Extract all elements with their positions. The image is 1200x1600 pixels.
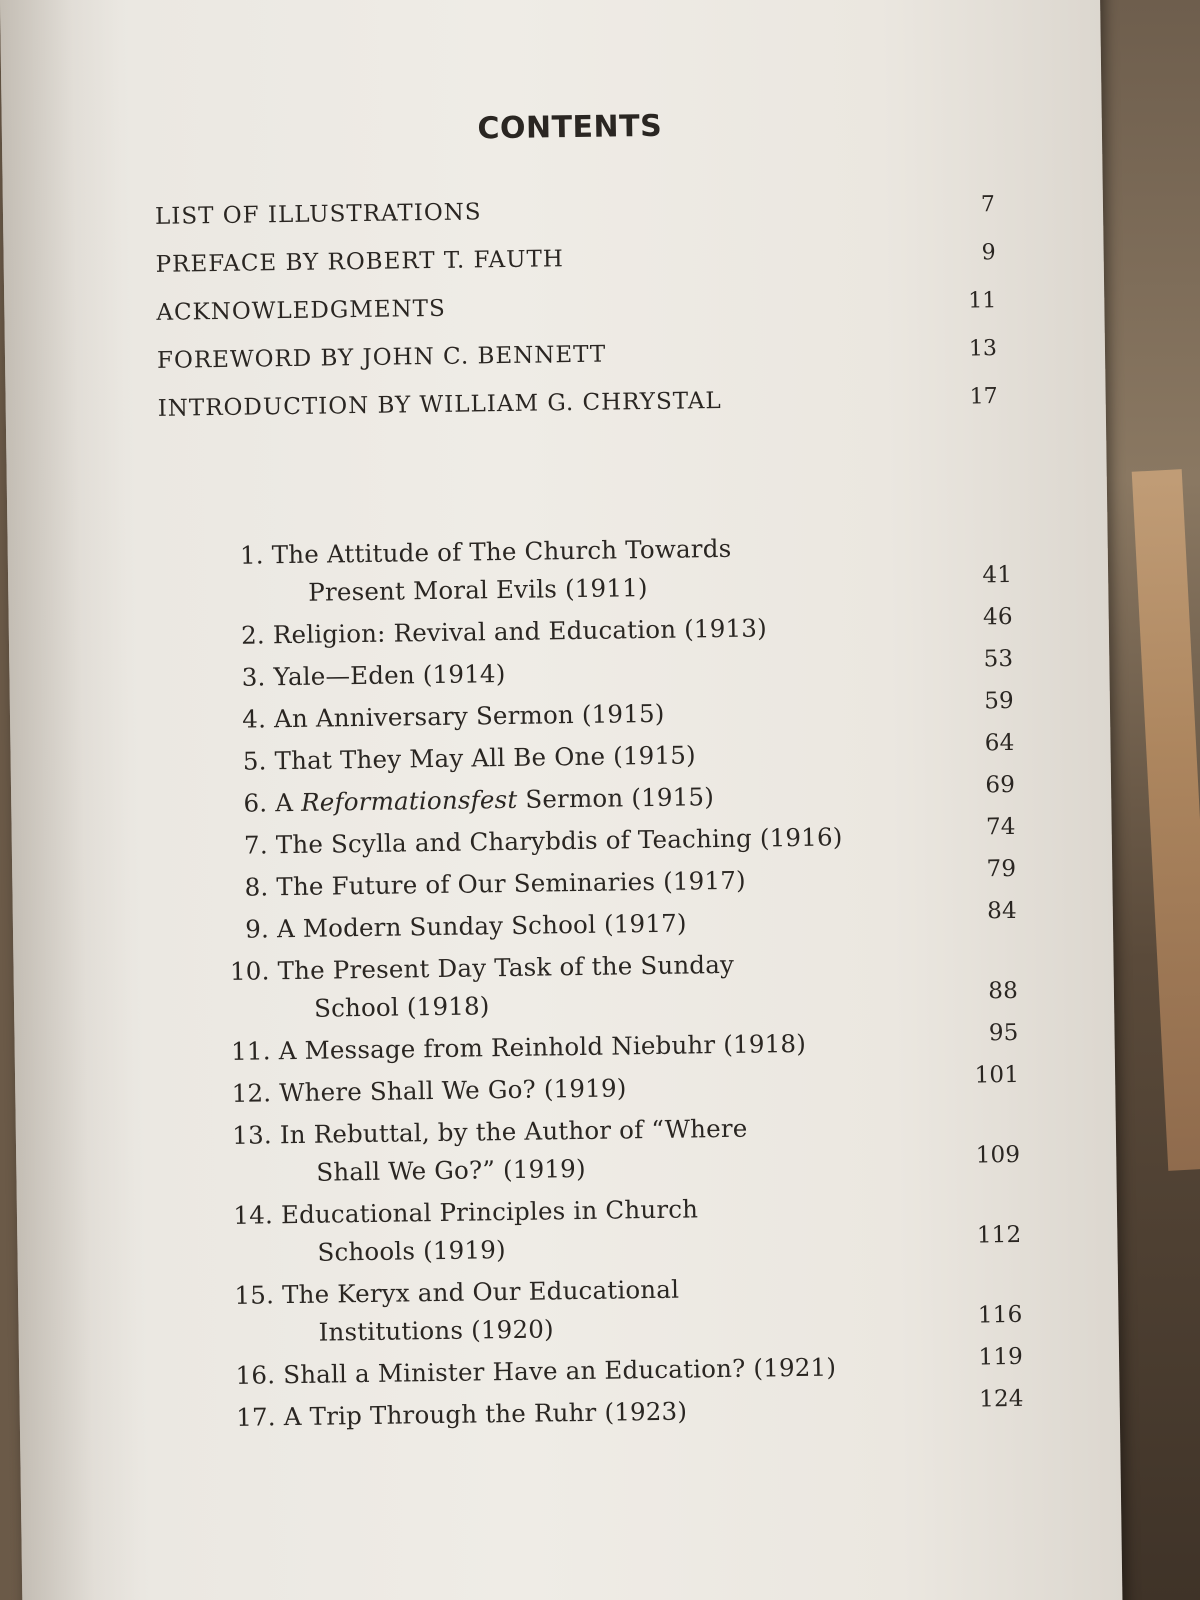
chapter-title xyxy=(276,817,916,864)
front-matter-title: PREFACE BY ROBERT T. FAUTH xyxy=(155,246,565,278)
chapter-entry xyxy=(213,603,1013,655)
chapter-entry xyxy=(217,897,1017,949)
chapter-title-line: Institutions (1920) xyxy=(318,1314,554,1347)
chapter-title xyxy=(280,1107,921,1192)
chapter-entry xyxy=(214,687,1015,739)
chapter-entry xyxy=(221,1186,1022,1273)
chapter-title xyxy=(281,1187,922,1272)
title-text: Sermon (1915) xyxy=(517,782,715,814)
chapter-title-line: The Keryx and Our Educational xyxy=(281,1274,680,1310)
page-number: 88 xyxy=(988,977,1019,1005)
chapter-number: 13. xyxy=(232,1120,273,1150)
chapter-title xyxy=(279,1065,919,1112)
page-number: 46 xyxy=(982,603,1013,631)
page-number: 64 xyxy=(984,729,1015,757)
chapter-title-line: Shall a Minister Have an Education? (1921) xyxy=(283,1352,837,1390)
chapter-entry xyxy=(216,855,1017,907)
page-number: 119 xyxy=(978,1343,1024,1371)
chapter-title-line: That They May All Be One (1915) xyxy=(274,740,697,776)
page-number: 84 xyxy=(986,897,1017,925)
chapter-entry xyxy=(217,942,1018,1029)
chapter-entry xyxy=(212,526,1013,613)
front-matter-title: FOREWORD BY JOHN C. BENNETT xyxy=(156,341,607,374)
chapter-title-line: Where Shall We Go? (1919) xyxy=(279,1073,627,1108)
chapter-number: 16. xyxy=(235,1360,276,1390)
chapter-title-line: Educational Principles in Church xyxy=(280,1194,699,1230)
chapter-title-line: The Attitude of The Church Towards xyxy=(271,533,732,570)
chapter-title xyxy=(275,775,915,822)
chapter-title-line: Schools (1919) xyxy=(317,1235,506,1267)
chapter-title xyxy=(272,527,913,612)
page-number: 17 xyxy=(969,384,998,410)
chapter-title-line: The Present Day Task of the Sunday xyxy=(277,949,735,986)
chapter-title xyxy=(282,1267,923,1352)
chapter-entry xyxy=(223,1343,1024,1395)
chapter-title xyxy=(274,733,914,780)
chapter-title xyxy=(276,859,916,906)
chapter-number: 9. xyxy=(245,914,270,944)
chapter-title xyxy=(283,1347,923,1394)
chapter-number: 7. xyxy=(243,830,269,860)
chapter-number: 3. xyxy=(241,662,266,692)
front-matter-list xyxy=(155,192,998,444)
chapter-number: 5. xyxy=(242,746,267,776)
chapter-title-line: In Rebuttal, by the Author of “Where xyxy=(279,1113,748,1150)
page-number: 79 xyxy=(986,855,1017,883)
page-number: 116 xyxy=(977,1301,1023,1329)
chapter-number: 8. xyxy=(244,872,269,902)
chapter-title xyxy=(284,1389,924,1436)
chapter-number: 17. xyxy=(236,1402,277,1432)
chapter-title xyxy=(278,1023,918,1070)
front-matter-title: ACKNOWLEDGMENTS xyxy=(156,295,446,326)
chapter-number: 1. xyxy=(239,540,264,570)
page-number: 124 xyxy=(978,1385,1024,1413)
page-number: 101 xyxy=(974,1061,1020,1089)
chapter-title-line: Present Moral Evils (1911) xyxy=(308,573,648,607)
chapter-title-line: The Scylla and Charybdis of Teaching (1916) xyxy=(275,822,843,860)
chapter-title-line xyxy=(275,775,915,822)
chapter-number: 2. xyxy=(240,620,266,650)
chapter-entry xyxy=(224,1385,1024,1437)
chapter-number: 15. xyxy=(234,1280,275,1310)
chapter-list xyxy=(212,526,1025,1441)
page-number: 69 xyxy=(985,771,1016,799)
chapter-title-line: Shall We Go?” (1919) xyxy=(316,1153,586,1187)
page-number: 11 xyxy=(968,288,997,314)
page-number: 74 xyxy=(985,813,1016,841)
page-number: 9 xyxy=(981,240,996,266)
page-number: 41 xyxy=(982,561,1013,589)
page-number: 13 xyxy=(968,336,998,362)
front-matter-title: LIST OF ILLUSTRATIONS xyxy=(154,199,482,230)
italic-title-text: Reformationsfest xyxy=(300,784,518,817)
chapter-entry xyxy=(215,771,1016,823)
front-matter-title: INTRODUCTION BY WILLIAM G. CHRYSTAL xyxy=(157,387,722,422)
chapter-entry xyxy=(213,645,1014,697)
page-number: 59 xyxy=(984,687,1015,715)
page-number: 95 xyxy=(988,1019,1019,1047)
chapter-title xyxy=(277,943,918,1028)
title-text: A xyxy=(275,787,302,818)
chapter-number: 4. xyxy=(242,704,267,734)
chapter-title-line: A Trip Through the Ruhr (1923) xyxy=(283,1396,688,1432)
chapter-entry xyxy=(218,1019,1019,1071)
chapter-number: 10. xyxy=(229,956,270,986)
chapter-title-line: An Anniversary Sermon (1915) xyxy=(273,698,665,734)
chapter-title-line: Yale—Eden (1914) xyxy=(273,659,506,692)
chapter-title-line: The Future of Our Seminaries (1917) xyxy=(276,865,746,902)
page-title: CONTENTS xyxy=(477,108,663,147)
chapter-entry xyxy=(222,1266,1023,1353)
chapter-number: 14. xyxy=(233,1200,274,1230)
chapter-title xyxy=(274,691,914,738)
page-number: 53 xyxy=(983,645,1014,673)
chapter-title-line: Religion: Revival and Education (1913) xyxy=(272,613,768,650)
chapter-entry xyxy=(214,729,1015,781)
chapter-title-line: A Message from Reinhold Niebuhr (1918) xyxy=(278,1028,807,1066)
chapter-title-line: School (1918) xyxy=(313,991,490,1023)
page-number: 109 xyxy=(975,1141,1021,1169)
chapter-number: 11. xyxy=(230,1036,271,1066)
chapter-entry xyxy=(219,1061,1020,1113)
page-number: 112 xyxy=(976,1221,1022,1249)
chapter-entry xyxy=(216,813,1016,865)
chapter-title xyxy=(273,607,913,654)
chapter-entry xyxy=(220,1106,1021,1193)
chapter-number: 6. xyxy=(243,788,268,818)
chapter-title xyxy=(273,649,913,696)
chapter-title-line: A Modern Sunday School (1917) xyxy=(276,908,687,944)
page-number: 7 xyxy=(980,192,996,218)
chapter-title xyxy=(277,901,917,948)
chapter-number: 12. xyxy=(231,1078,272,1108)
